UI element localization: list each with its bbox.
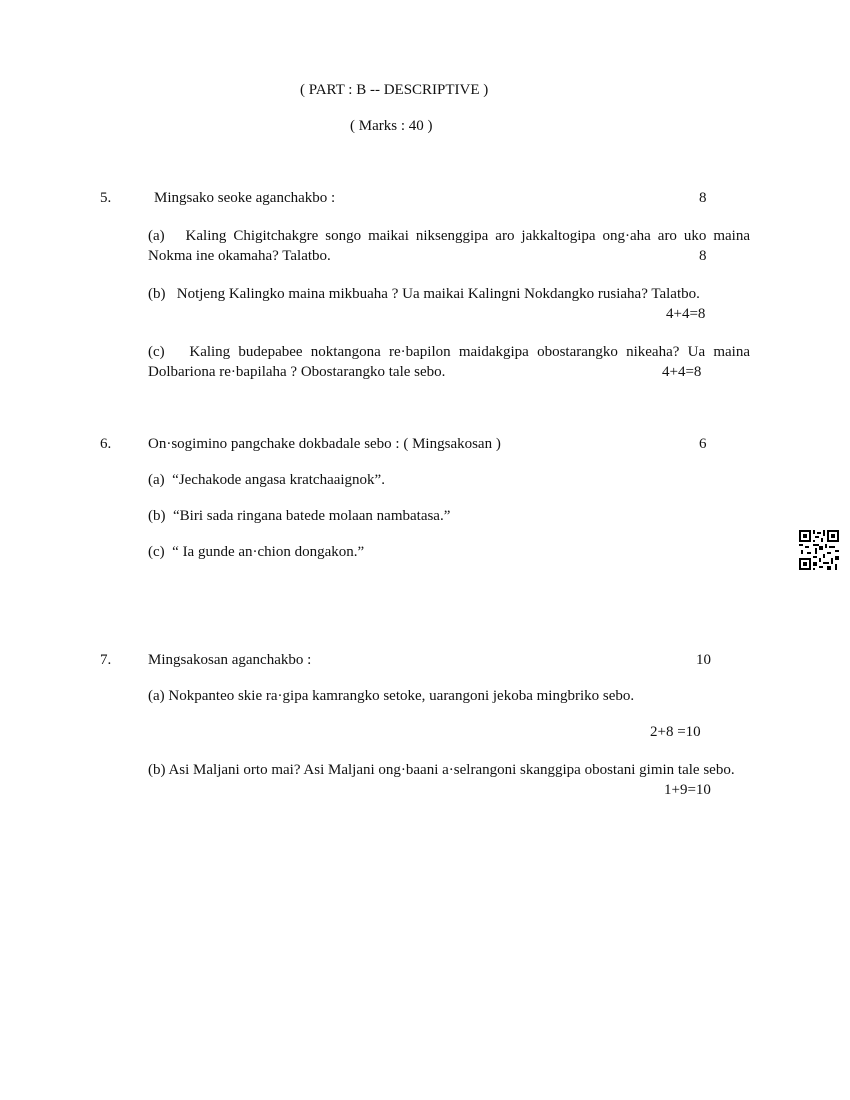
part-text: “Biri sada ringana batede molaan nambatasa.”: [173, 508, 451, 524]
part-label: (a): [148, 228, 165, 244]
part-label: (b): [148, 762, 166, 778]
question-part: [148, 760, 750, 780]
part-label: (c): [148, 544, 165, 560]
part-marks: 4+4=8: [662, 364, 702, 380]
part-text: Nokpanteo skie ra·gipa kamrangko setoke, uarangoni jekoba mingbriko sebo.: [168, 688, 635, 704]
qr-code-icon: [799, 530, 839, 570]
question-number: 6.: [100, 436, 112, 452]
question-marks: 6: [699, 436, 707, 452]
part-label: (b): [148, 508, 166, 524]
question-part: [148, 508, 450, 525]
question-text: Mingsako seoke aganchakbo :: [154, 190, 336, 206]
question-part: [148, 472, 385, 489]
question-marks: 10: [696, 652, 711, 668]
part-marks: 1+9=10: [664, 782, 711, 798]
question-part: [148, 226, 750, 266]
part-marks: 4+4=8: [666, 306, 706, 322]
question-part: [148, 688, 634, 705]
question-number: 7.: [100, 652, 112, 668]
marks-total: ( Marks : 40 ): [350, 118, 433, 134]
question-text: Mingsakosan aganchakbo :: [148, 652, 312, 668]
question-number: 5.: [100, 190, 112, 206]
part-text: Kaling budepabee noktangona re·bapilon maidakgipa obostarangko nikeaha? Ua maina Dolbariona re·bapilaha ? Obostarangko tale sebo.: [148, 344, 751, 380]
part-text: Kaling Chigitchakgre songo maikai niksenggipa aro jakkaltogipa ong·aha aro uko maina Nokma ine okamaha? Talatbo.: [148, 228, 751, 264]
part-label: (c): [148, 344, 165, 360]
question-part: [148, 284, 750, 304]
part-text: Asi Maljani orto mai? Asi Maljani ong·baani a·selrangoni skanggipa obostani gimin tale sebo.: [168, 762, 735, 778]
question-part: [148, 544, 364, 561]
question-marks: 8: [699, 190, 707, 206]
part-title: ( PART : B -- DESCRIPTIVE ): [300, 82, 489, 98]
part-label: (a): [148, 688, 165, 704]
part-marks: 8: [699, 248, 707, 264]
part-text: “Jechakode angasa kratchaaignok”.: [172, 472, 385, 488]
question-part: [148, 342, 750, 382]
part-text: “ Ia gunde an·chion dongakon.”: [172, 544, 365, 560]
part-text: Notjeng Kalingko maina mikbuaha ? Ua maikai Kalingni Nokdangko rusiaha? Talatbo.: [176, 286, 700, 302]
part-label: (a): [148, 472, 165, 488]
part-label: (b): [148, 286, 166, 302]
question-text: On·sogimino pangchake dokbadale sebo : ( Mingsakosan ): [148, 436, 501, 452]
part-marks: 2+8 =10: [650, 724, 701, 740]
